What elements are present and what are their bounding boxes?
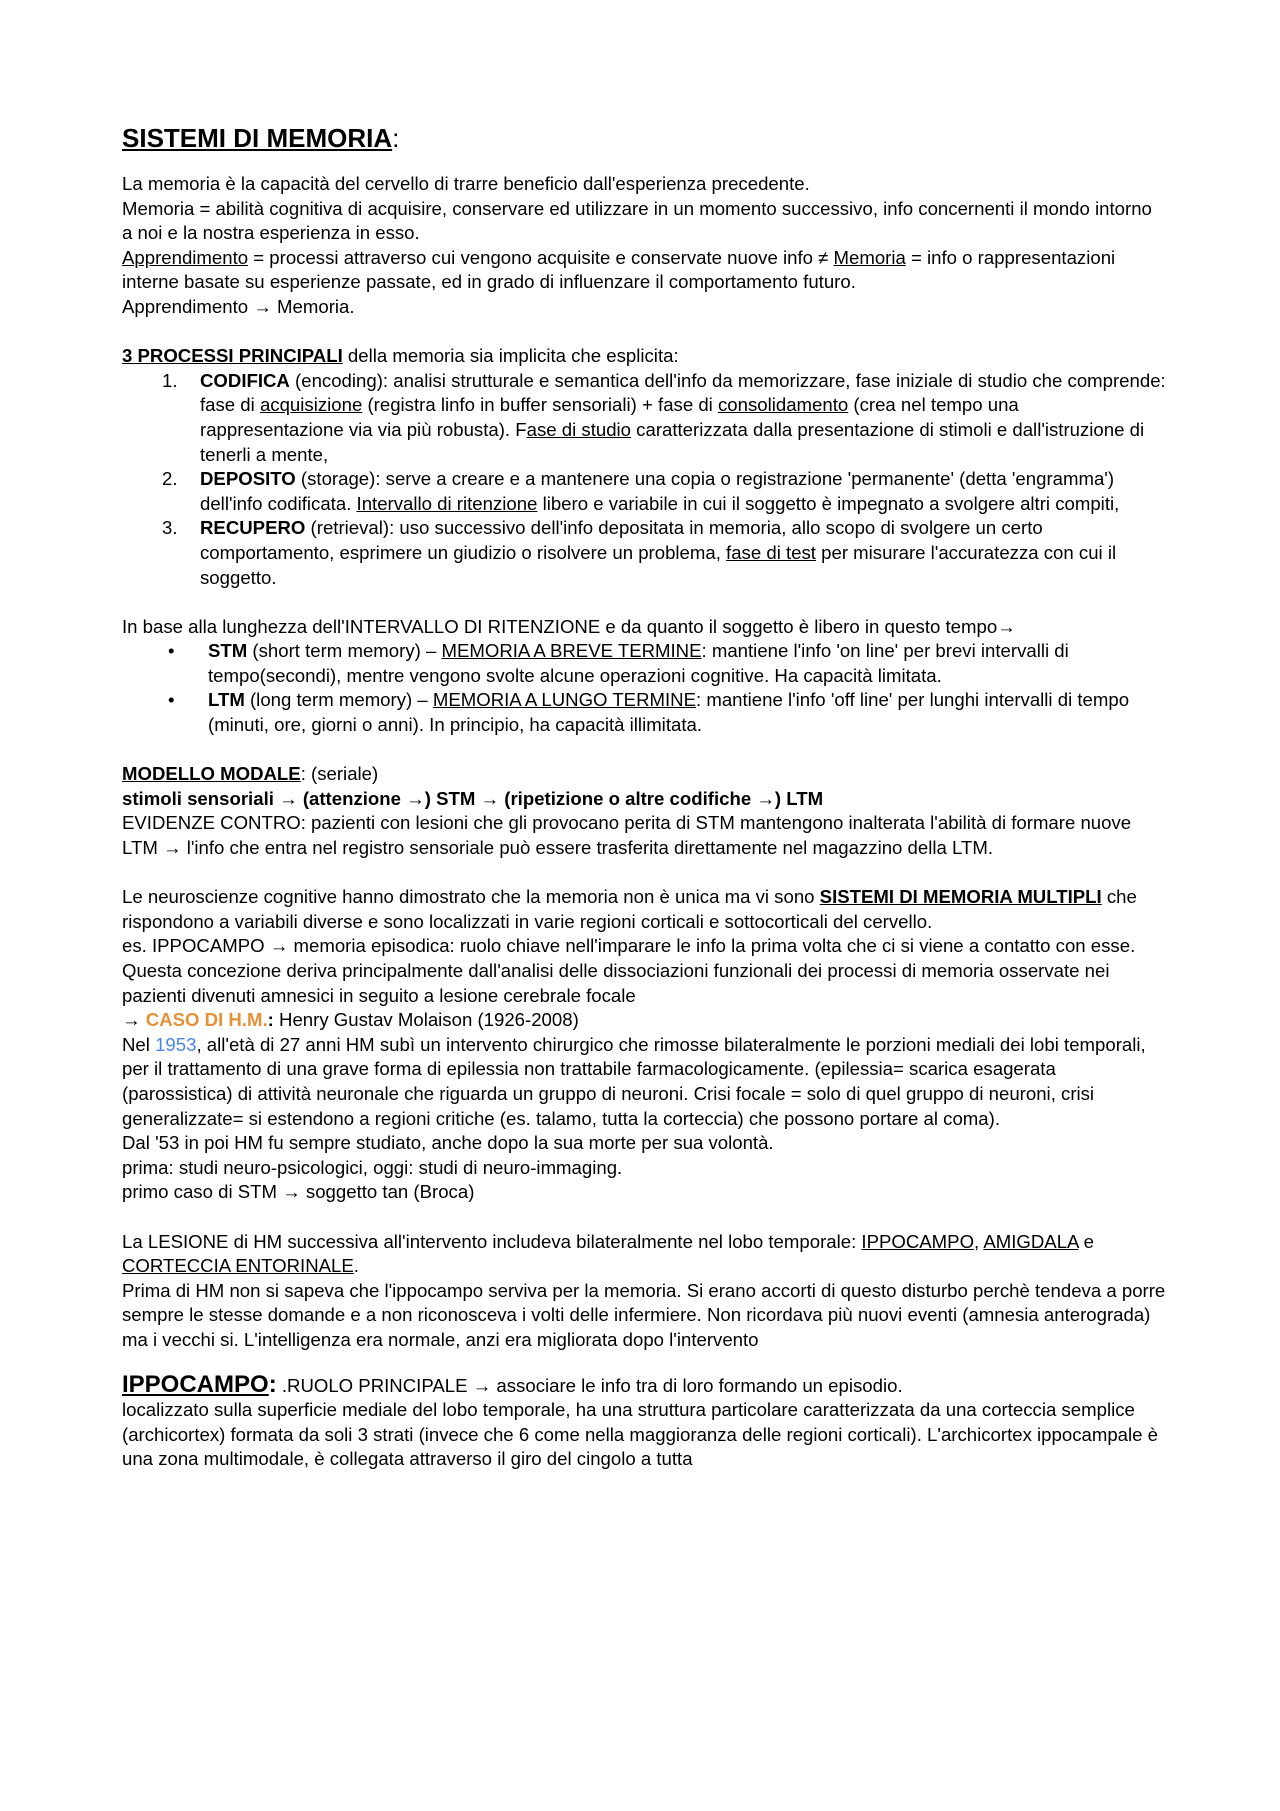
separator: , (974, 1230, 984, 1252)
list-number: 2. (162, 468, 178, 490)
list-number: 1. (162, 369, 178, 391)
corteccia-entorinale-term: CORTECCIA ENTORINALE (122, 1255, 354, 1277)
period: . (353, 1255, 359, 1277)
processo-term: consolidamento (717, 394, 849, 416)
processi-heading (122, 344, 1167, 369)
processo-text: libero e variabile in cui il soggetto è impegnato a svolgere altri compiti, (537, 492, 1120, 514)
bullet: • (168, 689, 175, 711)
modello-heading (122, 762, 1167, 787)
nel-text: Nel (122, 1033, 156, 1055)
processo-text: caratterizzata dalla presentazione di stimoli e dall'istruzione di tenerli a mente, (200, 418, 1145, 465)
stm-text: : mantiene l'info 'on line' per brevi intervalli di tempo(secondi), mentre vengono svolte alcune operazioni cognitive. Ha capacità limitata. (208, 640, 1069, 686)
stm-text: (short term memory) – (247, 640, 442, 662)
dal-53-line: Dal '53 in poi HM fu sempre studiato, anche dopo la sua morte per sua volontà. (122, 1132, 774, 1154)
concezione-paragraph: Questa concezione deriva principalmente dall'analisi delle dissociazioni funzionali dei processi di memoria osservate nei pazienti divenuti amnesici in seguito a lesione cerebrale focale (122, 960, 1110, 1006)
neuro-paragraph (122, 885, 1167, 934)
intervallo-intro: In base alla lunghezza dell'INTERVALLO DI RITENZIONE e da quanto il soggetto è libero in questo tempo→ (122, 615, 1016, 637)
processo-text: (crea nel tempo una rappresentazione via via più robusta). F (200, 394, 1019, 440)
caso-hm-label: CASO DI H.M. (145, 1009, 268, 1031)
stm-term: MEMORIA A BREVE TERMINE (441, 640, 702, 662)
year-1953: 1953 (155, 1033, 197, 1055)
caso-hm-rest: Henry Gustav Molaison (1926-2008) (273, 1009, 579, 1031)
ippocampo-term: IPPOCAMPO (861, 1230, 975, 1252)
intro-line-4: Apprendimento → Memoria. (122, 295, 355, 317)
processo-term: ase di studio (526, 418, 632, 440)
apprendimento-def: = processi attraverso cui vengono acquisite e conservate nuove info ≠ (248, 246, 834, 268)
processo-term: Intervallo di ritenzione (356, 492, 538, 514)
ltm-name: LTM (208, 689, 245, 711)
ippocampo-colon: : (268, 1370, 277, 1398)
processo-term: acquisizione (259, 394, 363, 416)
processo-name: RECUPERO (200, 517, 306, 539)
ippocampo-role: .RUOLO PRINCIPALE → associare le info tra di loro formando un episodio. (276, 1374, 903, 1396)
modello-title-rest: : (seriale) (300, 763, 379, 785)
caso-arrow: → (122, 1009, 146, 1031)
primo-caso-line: primo caso di STM → soggetto tan (Broca) (122, 1181, 475, 1203)
studi-line: prima: studi neuro-psicologici, oggi: studi di neuro-immaging. (122, 1156, 623, 1178)
apprendimento-term: Apprendimento (122, 246, 249, 268)
intro-apprendimento (122, 246, 1167, 295)
separator: e (1078, 1230, 1094, 1252)
ippocampo-body: localizzato sulla superficie mediale del lobo temporale, ha una struttura particolare caratterizzata da una corteccia semplice (archicortex) formata da soli 3 strati (invece che 6 come nella maggioranza delle regioni corticali). L'archicortex ippocampale è una zona multimodale, è collegata attraverso il giro del cingolo a tutta (122, 1399, 1158, 1470)
neuro-text: che rispondono a variabili diverse e sono localizzati in varie regioni corticali e sottocorticali del cervello. (122, 886, 1137, 932)
modello-title: MODELLO MODALE (122, 763, 301, 785)
ltm-item (168, 688, 1167, 737)
intro-line-2: Memoria = abilità cognitiva di acquisire, conservare ed utilizzare in un momento successivo, info concernenti il mondo intorno a noi e la nostra esperienza in esso. (122, 197, 1152, 244)
processo-recupero (162, 516, 1167, 590)
sistemi-multipli-term: SISTEMI DI MEMORIA MULTIPLI (819, 886, 1102, 908)
document-page (122, 122, 1167, 1472)
lesione-paragraph (122, 1230, 1167, 1279)
list-number: 3. (162, 517, 178, 539)
processo-deposito (162, 467, 1167, 516)
stm-name: STM (208, 640, 248, 662)
memoria-types-list (122, 639, 1167, 737)
processi-title-rest: della memoria sia implicita che esplicita: (342, 345, 679, 367)
evidenze-contro: EVIDENZE CONTRO: pazienti con lesioni che gli provocano perita di STM mantengono inalterata l'abilità di formare nuove LTM → l'info che entra nel registro sensoriale può essere trasferita direttamente nel magazzino della LTM. (122, 812, 1132, 859)
amigdala-term: AMIGDALA (983, 1230, 1079, 1252)
ippocampo-example: es. IPPOCAMPO → memoria episodica: ruolo chiave nell'imparare le info la prima volta che ci si viene a contatto con esse. (122, 935, 1136, 957)
ltm-text: : mantiene l'info 'off line' per lunghi intervalli di tempo (minuti, ore, giorni o anni). In principio, ha capacità illimitata. (208, 689, 1130, 736)
page-title-colon: : (392, 123, 400, 153)
processo-text: (retrieval): uso successivo dell'info depositata in memoria, allo scopo di svolgere un certo comportamento, esprimere un giudizio o risolvere un problema, (200, 517, 1043, 563)
ippocampo-heading (122, 1370, 1167, 1399)
nel-1953-paragraph (122, 1033, 1167, 1131)
memoria-def: = info o rappresentazioni interne basate su esperienze passate, ed in grado di influenzare il comportamento futuro. (122, 246, 1116, 293)
processo-codifica (162, 369, 1167, 467)
caso-hm-colon: : (267, 1009, 274, 1031)
ippocampo-title: IPPOCAMPO (122, 1370, 269, 1398)
modello-chain: stimoli sensoriali → (attenzione →) STM → (ripetizione o altre codifiche →) LTM (122, 787, 824, 809)
stm-item (168, 639, 1167, 688)
page-title-text: SISTEMI DI MEMORIA (122, 123, 393, 153)
lesione-text: La LESIONE di HM successiva all'intervento includeva bilateralmente nel lobo temporale: (122, 1230, 862, 1252)
processo-text: per misurare l'accuratezza con cui il soggetto. (200, 541, 1117, 588)
processo-term: fase di test (726, 541, 816, 563)
processo-text: (registra linfo in buffer sensoriali) + fase di (362, 394, 718, 416)
ltm-term: MEMORIA A LUNGO TERMINE (432, 689, 696, 711)
caso-hm-line (122, 1008, 1167, 1033)
memoria-term: Memoria (833, 246, 906, 268)
intro-line-1: La memoria è la capacità del cervello di trarre beneficio dall'esperienza precedente. (122, 173, 810, 194)
processo-name: CODIFICA (200, 369, 290, 391)
prima-di-hm-paragraph: Prima di HM non si sapeva che l'ippocampo serviva per la memoria. Si erano accorti di questo disturbo perchè tendeva a porre sempre le stesse domande e a non riconosceva i volti delle infermiere. Non ricordava più nuovi eventi (amnesia anterograda) ma i vecchi si. L'intelligenza era normale, anzi era migliorata dopo l'intervento (122, 1279, 1166, 1350)
processi-title: 3 PROCESSI PRINCIPALI (122, 345, 343, 367)
page-title (122, 122, 1167, 154)
nel-rest: , all'età di 27 anni HM subì un intervento chirurgico che rimosse bilateralmente le porzioni mediali dei lobi temporali, per il trattamento di una grave forma di epilessia non trattabile farmacologicamente. (epilessia= scarica esagerata (parossistica) di attività neuronale che riguarda un gruppo di neuroni. Crisi focale = solo di quel gruppo di neuroni, crisi generalizzate= si estendono a regioni critiche (es. talamo, tutta la corteccia) che possono portare al coma). (122, 1033, 1146, 1129)
bullet: • (168, 640, 175, 662)
ltm-text: (long term memory) – (244, 689, 433, 711)
processo-name: DEPOSITO (200, 468, 296, 490)
neuro-text: Le neuroscienze cognitive hanno dimostrato che la memoria non è unica ma vi sono (122, 886, 820, 908)
processo-text: (encoding): analisi strutturale e semantica dell'info da memorizzare, fase iniziale di studio che comprende: fase di (200, 369, 1166, 416)
processi-list (122, 369, 1167, 590)
processo-text: (storage): serve a creare e a mantenere una copia o registrazione 'permanente' (detta 'engramma') dell'info codificata. (200, 468, 1115, 514)
